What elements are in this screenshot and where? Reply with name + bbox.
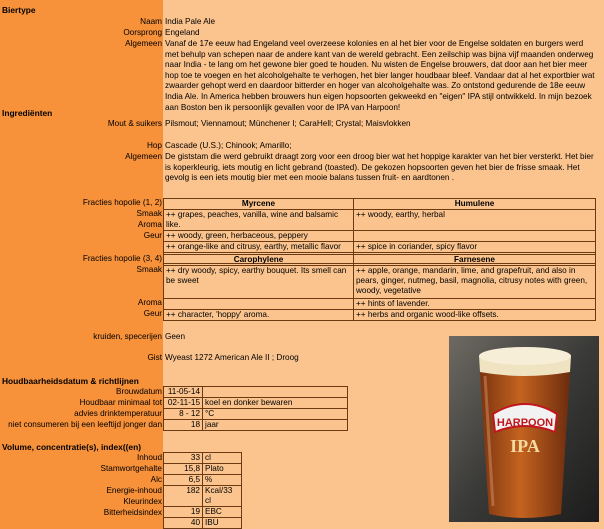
column-header-myrcene: Myrcene: [164, 199, 354, 210]
bitterheid-value: 40: [164, 518, 203, 529]
section-heading-houdbaarheid: Houdbaarheidsdatum & richtlijnen: [2, 376, 139, 386]
gist-value: Wyeast 1272 American Ale II ; Droog: [165, 353, 299, 362]
glass-ipa-text: IPA: [510, 436, 540, 456]
leeftijd-label: niet consumeren bij een leeftijd jonger dan: [8, 420, 162, 429]
humulene-geur: ++ spice in coriander, spicy flavor: [354, 242, 596, 253]
alc-unit: %: [203, 475, 242, 486]
naam-value: India Pale Ale: [165, 17, 216, 26]
gist-label: Gist: [147, 353, 162, 362]
hop-table-2-label: Fracties hopolie (3, 4): [82, 254, 162, 263]
myrcene-geur: ++ orange-like and citrusy, earthy, metallic flavor: [164, 242, 354, 253]
hop-oil-table-2: [163, 254, 596, 321]
algemeen-label: Algemeen: [125, 39, 162, 48]
beer-glass-photo: [449, 336, 599, 522]
section-heading-volume: Volume, concentratie(s), index((en): [2, 442, 141, 452]
alc-value: 6,5: [164, 475, 203, 486]
kruiden-label: kruiden, specerijen: [93, 332, 162, 341]
inhoud-value: 33: [164, 453, 203, 464]
glass-logo-text: HARPOON: [496, 417, 554, 429]
oorsprong-label: Oorsprong: [123, 28, 162, 37]
alc-label: Alc: [150, 475, 162, 484]
hop-table-1-smaak-label: Smaak: [136, 209, 162, 218]
bitterheid-unit: IBU: [203, 518, 242, 529]
ingredienten-algemeen-label: Algemeen: [125, 152, 162, 161]
houdbaar-label: Houdbaar minimaal tot: [79, 398, 162, 407]
column-header-carophylene: Carophylene: [164, 255, 354, 266]
kruiden-value: Geen: [165, 332, 186, 341]
carophylene-aroma: [164, 299, 354, 310]
hop-table-1-label: Fracties hopolie (1, 2): [82, 198, 162, 207]
hop-table-2-smaak-label: Smaak: [136, 265, 162, 274]
hop-value: Cascade (U.S.); Chinook; Amarillo;: [165, 141, 292, 150]
brouwdatum-value: 11-05-14: [164, 387, 203, 398]
drinktemperatuur-label: advies drinktemperatuur: [74, 409, 162, 418]
column-header-humulene: Humulene: [354, 199, 596, 210]
beer-glass-illustration: [449, 336, 599, 522]
column-header-farnesene: Farnesene: [354, 255, 596, 266]
mout-value: Pilsmout; Viennamout; Münchener I; CaraHell; Crystal; Maisvlokken: [165, 119, 411, 128]
stamwort-label: Stamwortgehalte: [100, 464, 162, 473]
hop-table-1-geur-label: Geur: [143, 231, 162, 240]
inhoud-label: Inhoud: [136, 453, 162, 462]
kleurindex-value: 19: [164, 507, 203, 518]
farnesene-smaak: ++ apple, orange, mandarin, lime, and grapefruit, and also in pears, ginger, nutmeg, basil, magnolia, citrusy notes with green, woody, vegetative: [354, 266, 596, 299]
humulene-aroma: [354, 231, 596, 242]
stamwort-value: 15,8: [164, 464, 203, 475]
stamwort-unit: Plato: [203, 464, 242, 475]
houdbaarheid-table: [163, 386, 348, 431]
carophylene-smaak: ++ dry woody, spicy, earthy bouquet. Its smell can be sweet: [164, 266, 354, 299]
myrcene-smaak: ++ grapes, peaches, vanilla, wine and balsamic like.: [164, 210, 354, 231]
drinktemperatuur-value: 8 - 12: [164, 409, 203, 420]
inhoud-unit: cl: [203, 453, 242, 464]
myrcene-aroma: ++ woody, green, herbaceous, peppery: [164, 231, 354, 242]
kleurindex-label: Kleurindex: [123, 497, 162, 506]
brouwdatum-unit: [203, 387, 348, 398]
houdbaar-value: 02-11-15: [164, 398, 203, 409]
drinktemperatuur-unit: °C: [203, 409, 348, 420]
hop-table-2-geur-label: Geur: [143, 309, 162, 318]
bitterheid-label: Bitterheidsindex: [103, 508, 162, 517]
oorsprong-value: Engeland: [165, 28, 200, 37]
energie-label: Energie-inhoud: [106, 486, 162, 495]
naam-label: Naam: [140, 17, 162, 26]
houdbaar-unit: koel en donker bewaren: [203, 398, 348, 409]
energie-unit: Kcal/33 cl: [203, 486, 242, 507]
leeftijd-value: 18: [164, 420, 203, 431]
ingredienten-description: De giststam die werd gebruikt draagt zorg voor een droog bier wat het hoppige karakter van het bier versterkt. Het bier is koperkleurig, iets moutig en licht gebrand (toasted). De gekozen hopsoorten geven het bier de frisse smaak. Het gevolg is een iets moutig bier met een mooie balans tussen fruit- en aardtonen .: [165, 152, 594, 183]
volume-table: [163, 452, 242, 529]
farnesene-aroma: ++ hints of lavender.: [354, 299, 596, 310]
brouwdatum-label: Brouwdatum: [116, 387, 162, 396]
energie-value: 182: [164, 486, 203, 507]
biertype-description: Vanaf de 17e eeuw had Engeland veel overzeese kolonies en al het bier voor de Engelse soldaten en burgers werd met behulp van schepen naar de andere kant van de wereld gebracht. Een zeilschip was bijna vijf maanden onderweg naar India - te lang om het gewone bier goed te houden. Nu wisten de Engelse brouwers, dat door aan het bier meer hop toe te voegen en het alcoholgehalte te verhogen, het bier langer houdbaar bleef. Vandaar dat al het exportbier wat zwaarder gehopt werd en daardoor bitterder en hoger van alcoholgehalte was. Zo ontstond gedurende de 18e eeuw India Ale. In America hebben brouwers hun eigen hopsoorten gekweekd en "eigen" IPA stijl ontwikkeld. In mijn bezoek aan Boston ben ik persoonlijk gevallen voor de IPA van Harpoon!: [165, 39, 595, 112]
section-heading-biertype: Biertype: [2, 5, 36, 15]
farnesene-geur: ++ herbs and organic wood-like offsets.: [354, 310, 596, 321]
hop-table-1-aroma-label: Aroma: [137, 220, 162, 229]
hop-table-2-aroma-label: Aroma: [137, 298, 162, 307]
hop-label: Hop: [146, 141, 162, 150]
mout-label: Mout & suikers: [107, 119, 162, 128]
leeftijd-unit: jaar: [203, 420, 348, 431]
humulene-smaak: ++ woody, earthy, herbal: [354, 210, 596, 231]
carophylene-geur: ++ character, 'hoppy' aroma.: [164, 310, 354, 321]
section-heading-ingredienten: Ingrediënten: [2, 108, 53, 118]
kleurindex-unit: EBC: [203, 507, 242, 518]
